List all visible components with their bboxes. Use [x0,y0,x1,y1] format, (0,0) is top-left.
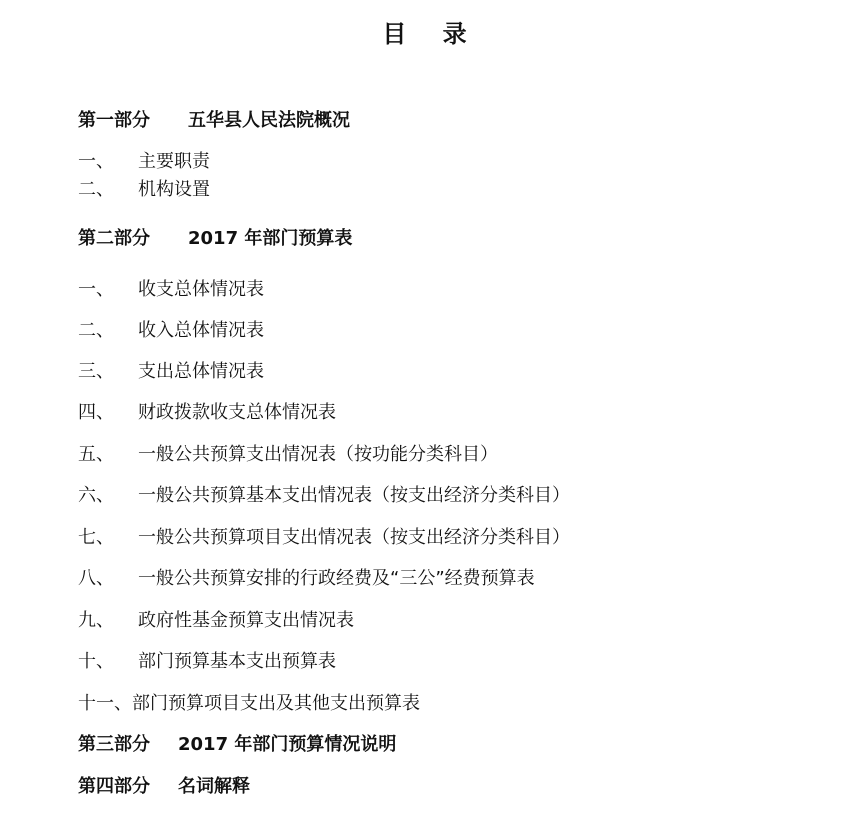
item-number: 八、 [78,568,114,589]
toc-item-2-4[interactable] [78,398,336,424]
part-label: 第四部分 [78,776,150,797]
item-text: 政府性基金预算支出情况表 [138,610,354,631]
item-number: 一、 [78,151,114,172]
item-number: 一、 [78,279,114,300]
part-title: 2017 年部门预算表 [188,228,353,249]
toc-item-2-5[interactable] [78,440,498,466]
item-text: 财政拨款收支总体情况表 [138,402,336,423]
item-number: 三、 [78,361,114,382]
toc-item-2-6[interactable] [78,481,570,507]
item-number: 二、 [78,320,114,341]
item-number: 十、 [78,651,114,672]
item-text: 主要职责 [138,151,210,172]
toc-item-1-2[interactable] [78,175,210,201]
part-title: 2017 年部门预算情况说明 [178,734,397,755]
item-number: 十一、 [78,693,132,714]
item-number: 二、 [78,179,114,200]
item-number: 九、 [78,610,114,631]
toc-item-2-2[interactable] [78,316,264,342]
toc-item-2-1[interactable] [78,275,264,301]
item-number: 六、 [78,485,114,506]
part-label: 第三部分 [78,734,150,755]
item-text: 部门预算项目支出及其他支出预算表 [132,693,420,714]
item-text: 收支总体情况表 [138,279,264,300]
item-text: 一般公共预算安排的行政经费及“三公”经费预算表 [138,568,535,589]
toc-item-2-10[interactable] [78,647,336,673]
item-text: 一般公共预算支出情况表（按功能分类科目） [138,444,498,465]
part-label: 第二部分 [78,228,150,249]
item-text: 部门预算基本支出预算表 [138,651,336,672]
toc-part-2[interactable] [78,224,352,250]
toc-part-3[interactable] [78,730,396,756]
part-title: 名词解释 [178,776,250,797]
part-title: 五华县人民法院概况 [188,110,350,131]
item-text: 收入总体情况表 [138,320,264,341]
toc-part-4[interactable] [78,772,250,798]
toc-item-2-11[interactable] [78,689,420,715]
item-text: 机构设置 [138,179,210,200]
toc-item-1-1[interactable] [78,147,210,173]
item-number: 七、 [78,527,114,548]
toc-item-2-7[interactable] [78,523,570,549]
toc-part-1[interactable] [78,106,350,132]
item-text: 支出总体情况表 [138,361,264,382]
toc-item-2-9[interactable] [78,606,354,632]
item-number: 四、 [78,402,114,423]
page-title: 目 录 [382,20,481,48]
part-label: 第一部分 [78,110,150,131]
item-number: 五、 [78,444,114,465]
item-text: 一般公共预算项目支出情况表（按支出经济分类科目） [138,527,570,548]
item-text: 一般公共预算基本支出情况表（按支出经济分类科目） [138,485,570,506]
toc-item-2-8[interactable] [78,564,535,590]
toc-item-2-3[interactable] [78,357,264,383]
